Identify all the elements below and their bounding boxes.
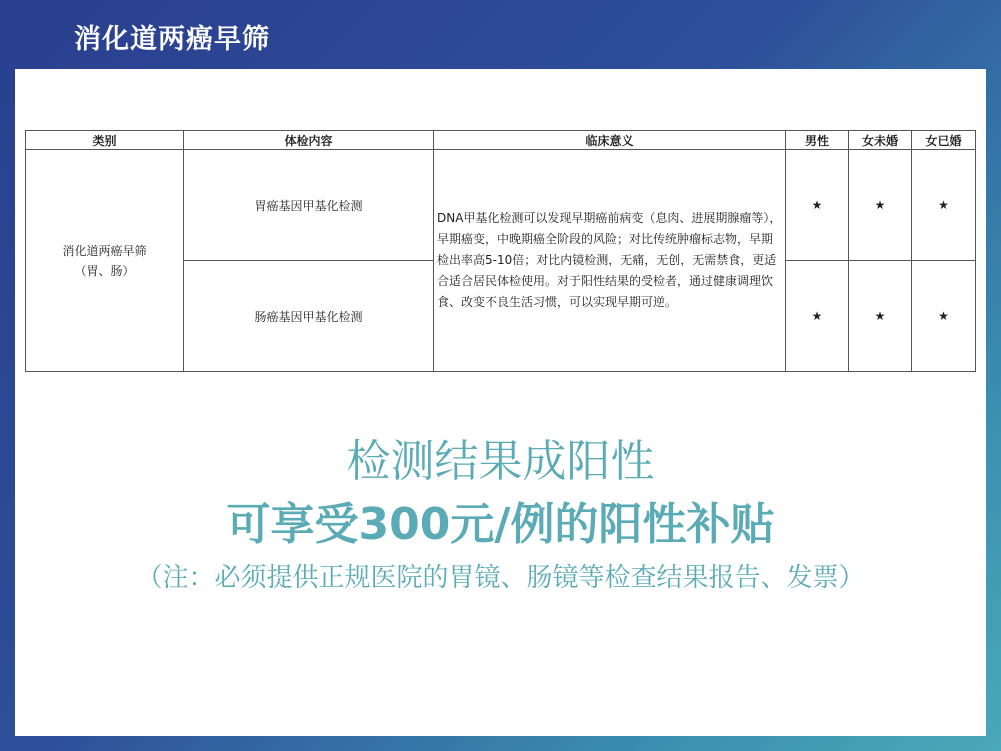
promo-subsidy: 可享受300元/例的阳性补贴 (226, 499, 775, 550)
star-mark-male: ★ (786, 261, 849, 372)
column-header-category: 类别 (26, 131, 184, 150)
star-mark-female-married: ★ (912, 150, 976, 261)
exam-table (25, 130, 976, 372)
star-mark-female-unmarried: ★ (849, 261, 912, 372)
exam-item-colorectal: 肠癌基因甲基化检测 (184, 261, 434, 372)
promo-note: （注：必须提供正规医院的胃镜、肠镜等检查结果报告、发票） (136, 563, 865, 593)
category-subtitle: （胃、肠） (74, 263, 135, 278)
exam-item-gastric: 胃癌基因甲基化检测 (184, 150, 434, 261)
column-header-female-unmarried: 女未婚 (849, 131, 912, 150)
column-header-female-married: 女已婚 (912, 131, 976, 150)
column-header-male: 男性 (786, 131, 849, 150)
table-row (26, 150, 976, 261)
clinical-significance-text: DNA甲基化检测可以发现早期癌前病变（息肉、进展期腺瘤等），早期癌变，中晚期癌全阶段的风险；对比传统肿瘤标志物，早期检出率高5-10倍；对比内镜检测，无痛，无创，无需禁食，更适合适合居民体检使用。对于阳性结果的受检者，通过健康调理饮食、改变不良生活习惯，可以实现早期可逆。 (434, 150, 786, 372)
column-header-clinical-significance: 临床意义 (434, 131, 786, 150)
content-panel (15, 69, 986, 736)
star-mark-male: ★ (786, 150, 849, 261)
star-mark-female-married: ★ (912, 261, 976, 372)
star-mark-female-unmarried: ★ (849, 150, 912, 261)
category-cell (26, 150, 184, 372)
column-header-exam-content: 体检内容 (184, 131, 434, 150)
category-name: 消化道两癌早筛 (62, 243, 147, 258)
table-header-row (26, 131, 976, 150)
page-title: 消化道两癌早筛 (74, 24, 270, 55)
promo-headline: 检测结果成阳性 (346, 436, 655, 487)
